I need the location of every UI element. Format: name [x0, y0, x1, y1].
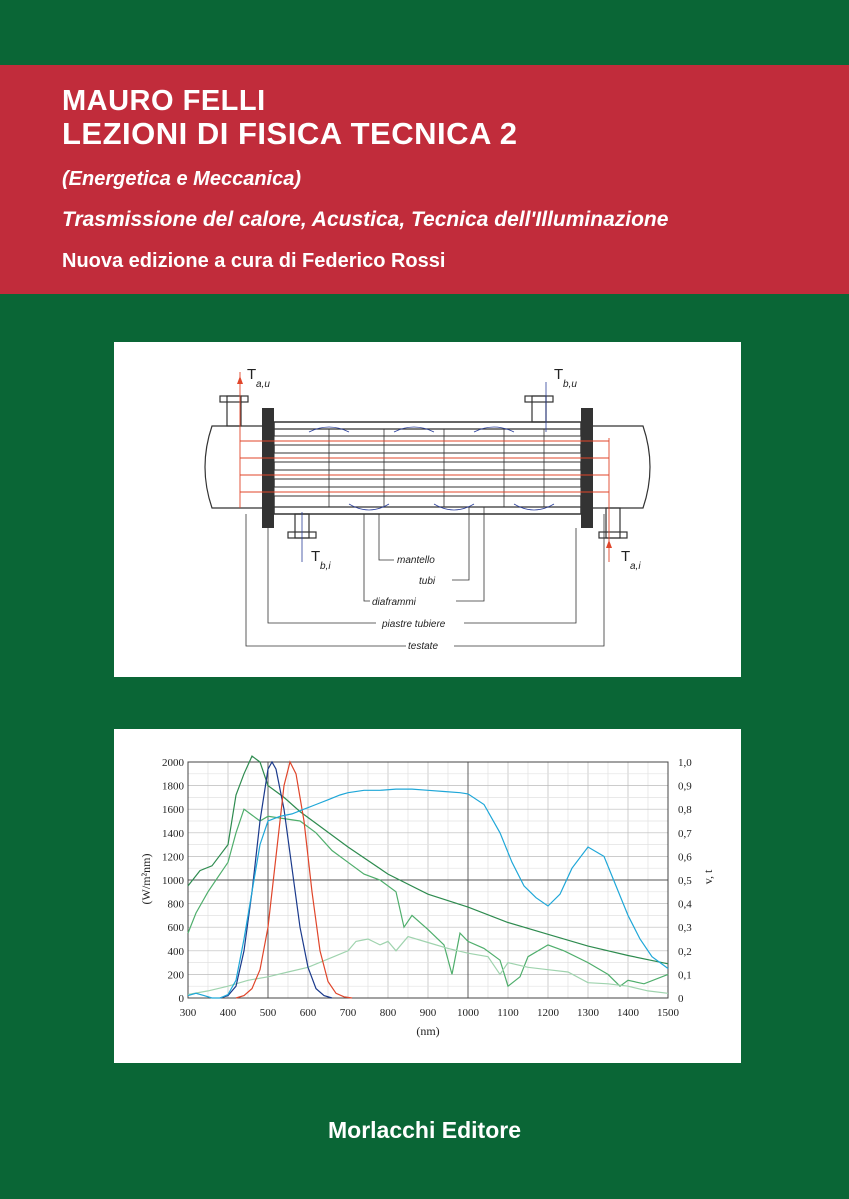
heat-exchanger-panel — [114, 342, 741, 677]
y2-tick-label: 0,2 — [678, 945, 692, 958]
x-tick-label: 1000 — [457, 1007, 479, 1019]
y-tick-label: 800 — [167, 898, 184, 911]
x-tick-label: 1100 — [497, 1007, 519, 1019]
x-tick-label: 400 — [219, 1007, 237, 1019]
t-bi-label: T — [311, 548, 321, 565]
y2-tick-label: 0,1 — [678, 969, 692, 982]
right-head — [633, 426, 650, 508]
author-name: MAURO FELLI — [62, 85, 266, 117]
book-subtitle: (Energetica e Meccanica) — [62, 168, 301, 190]
t-au-label: T — [247, 366, 257, 383]
x-tick-label: 1300 — [577, 1007, 599, 1019]
label-mantello: mantello — [397, 555, 435, 566]
spectrum-chart — [114, 729, 741, 1063]
y-tick-label: 400 — [167, 945, 184, 958]
title-banner — [0, 65, 849, 294]
x-tick-label: 300 — [179, 1007, 197, 1019]
x-tick-label: 600 — [299, 1007, 317, 1019]
x-tick-label: 800 — [379, 1007, 397, 1019]
publisher-name: Morlacchi Editore — [328, 1117, 521, 1143]
label-diaframmi: diaframmi — [372, 597, 416, 608]
y-tick-label: 600 — [167, 922, 184, 935]
x-tick-label: 1500 — [657, 1007, 679, 1019]
y2-tick-label: 0,3 — [678, 922, 692, 935]
y2-tick-label: 0,9 — [678, 780, 692, 793]
y-tick-label: 2000 — [162, 757, 184, 769]
label-piastre-tubiere: piastre tubiere — [382, 619, 446, 630]
y2-tick-label: 0,5 — [678, 875, 692, 887]
y2-tick-label: 0,6 — [678, 851, 692, 864]
y-axis-label: (W/m²nm) — [139, 853, 153, 905]
x-axis-label: (nm) — [416, 1024, 440, 1038]
t-bu-label: T — [554, 366, 564, 383]
book-title: LEZIONI DI FISICA TECNICA 2 — [62, 116, 518, 151]
label-tubi: tubi — [419, 576, 436, 587]
y-tick-label: 1200 — [162, 851, 184, 864]
y2-tick-label: 0,8 — [678, 804, 692, 817]
y-tick-label: 1400 — [162, 827, 184, 840]
heat-exchanger-diagram — [114, 342, 741, 677]
edition-note: Nuova edizione a cura di Federico Rossi — [62, 250, 446, 272]
y-tick-label: 1600 — [162, 804, 184, 817]
t-ai-label: T — [621, 548, 631, 565]
book-topics: Trasmissione del calore, Acustica, Tecnica dell'Illuminazione — [62, 208, 669, 231]
t-ai-sub: a,i — [630, 561, 641, 572]
t-au-sub: a,u — [256, 379, 270, 390]
y2-tick-label: 0 — [678, 993, 684, 1005]
y-tick-label: 200 — [167, 969, 184, 982]
y2-tick-label: 1,0 — [678, 757, 692, 769]
y-tick-label: 0 — [178, 993, 184, 1005]
y2-tick-label: 0,4 — [678, 898, 692, 911]
x-tick-label: 700 — [339, 1007, 357, 1019]
x-tick-label: 1200 — [537, 1007, 559, 1019]
y-tick-label: 1000 — [162, 875, 184, 887]
y2-axis-label: v, t — [701, 869, 715, 885]
x-tick-label: 500 — [259, 1007, 277, 1019]
t-bu-sub: b,u — [563, 379, 577, 390]
x-tick-label: 1400 — [617, 1007, 639, 1019]
spectrum-chart-panel — [114, 729, 741, 1063]
x-tick-label: 900 — [419, 1007, 437, 1019]
label-testate: testate — [408, 641, 439, 652]
chart-grid — [188, 762, 668, 998]
y2-tick-label: 0,7 — [678, 827, 692, 840]
left-head — [205, 426, 222, 508]
t-bi-sub: b,i — [320, 561, 331, 572]
y-tick-label: 1800 — [162, 780, 184, 793]
